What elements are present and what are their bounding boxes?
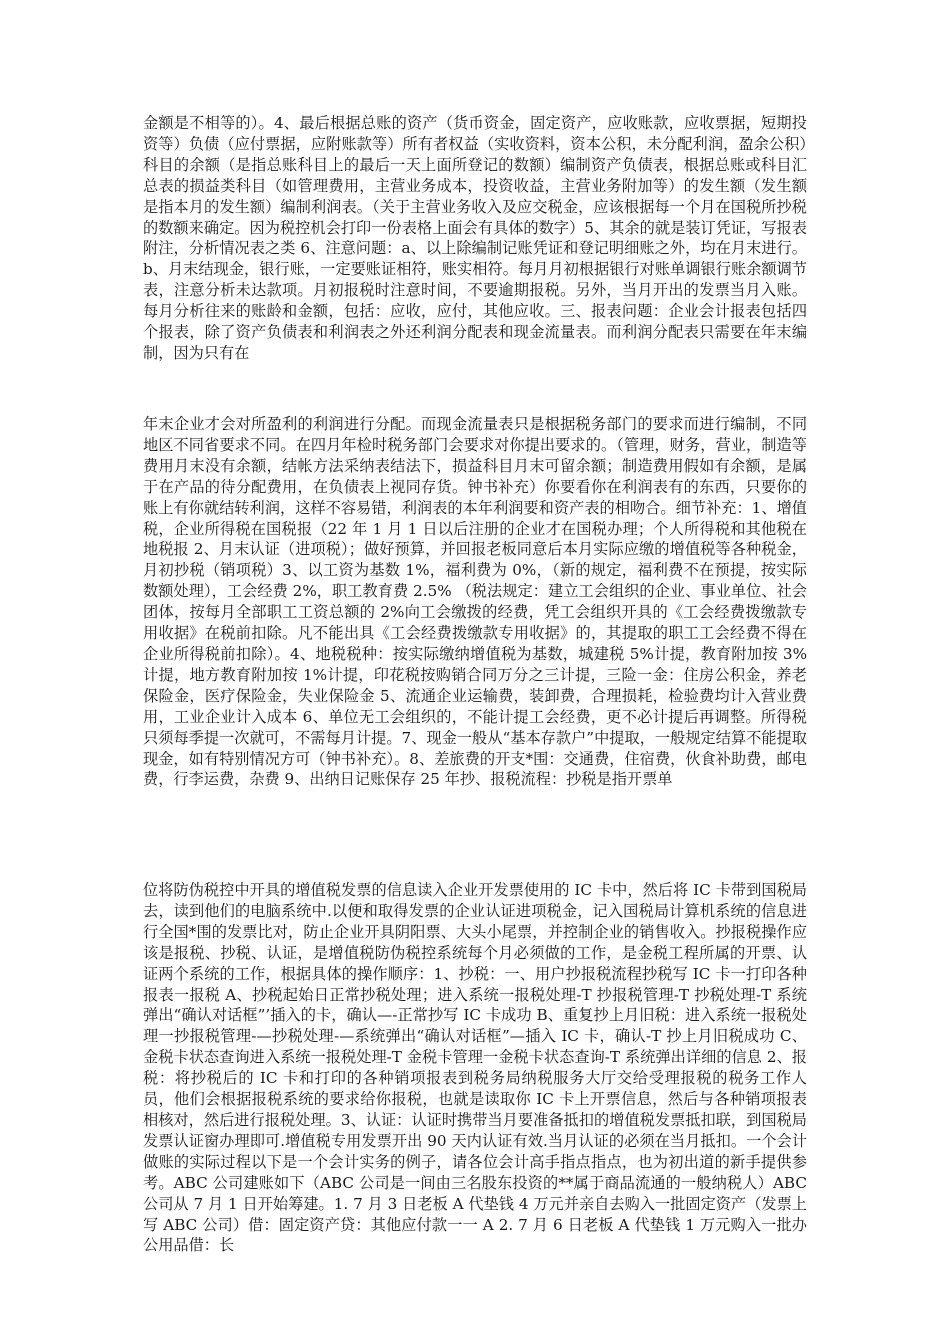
body-paragraph-2: 年末企业才会对所盈利的利润进行分配。而现金流量表只是根据税务部门的要求而进行编制，不同地区不同省要求不同。在四月年检时税务部门会要求对你提出要求的。（管理，财务，营业，制造等费用月末没有余额，结帐方法采纳表结法下，损益科目月末可留余额；制造费用假如有余额，是属于在产品的待分配费用，在负债表上视同存货。钟书补充）你要看你在利润表有的东西，只要你的账上有你就结转利润，这样不容易错，利润表的本年利润要和资产表的相吻合。细节补充：1、增值税，企业所得税在国税报（22 年 1 月 1 日以后注册的企业才在国税办理；个人所得税和其他税在地税报 2、月末认证（进项税）；做好预算，并回报老板同意后本月实际应缴的增值税等各种税金，月初抄税（销项税）3、以工资为基数 1%，福利费为 0%，（新的规定，福利费不在预提，按实际数额处理），工会经费 2%，职工教育费 2.5% （税法规定：建立工会组织的企业、事业单位、社会团体，按每月全部职工工资总额的 2%向工会缴拨的经费，凭工会组织开具的《工会经费拨缴款专用收据》在税前扣除。凡不能出具《工会经费拨缴款专用收据》的，其提取的职工工会经费不得在企业所得税前扣除）。4、地税税种：按实际缴纳增值税为基数，城建税 5%计提，教育附加按 3%计提，地方教育附加按 1%计提，印花税按购销合同万分之三计提，三险一金：住房公积金，养老保险金，医疗保险金，失业保险金 5、流通企业运输费，装卸费，合理损耗，检验费均计入营业费用，工业企业计入成本 6、单位无工会组织的，不能计提工会经费，更不必计提后再调整。所得税只须每季提一次就可，不需每月计提。7、现金一般从“基本存款户”中提取，一般规定结算不能提取现金，如有特别情况方可（钟书补充）。8、差旅费的开支*围：交通费，住宿费，伙食补助费，邮电费，行李运费，杂费 9、出纳日记账保存 25 年抄、报税流程：抄税是指开票单 (143, 415, 807, 789)
body-paragraph-1: 金额是不相等的）。4、最后根据总账的资产（货币资金，固定资产，应收账款，应收票据，短期投资等）负债（应付票据，应附账款等）所有者权益（实收资料，资本公积，未分配利润，盈余公积）科目的余额（是指总账科目上的最后一天上面所登记的数额）编制资产负债表，根据总账或科目汇总表的损益类科目（如管理费用，主营业务成本，投资收益，主营业务附加等）的发生额（发生额是指本月的发生额）编制利润表。（关于主营业务收入及应交税金，应该根据每一个月在国税所抄税的数额来确定。因为税控机会打印一份表格上面会有具体的数字）5、其余的就是装订凭证，写报表附注，分析情况表之类 6、注意问题：a、以上除编制记账凭证和登记明细账之外，均在月末进行。b、月末结现金，银行账，一定要账证相符，账实相符。每月月初根据银行对账单调银行账余额调节表，注意分析未达款项。月初报税时注意时间，不要逾期报税。另外，当月开出的发票当月入账。每月分析往来的账龄和金额，包括：应收，应付，其他应收。三、报表问题：企业会计报表包括四个报表，除了资产负债表和利润表之外还利润分配表和现金流量表。而利润分配表只需要在年末编制，因为只有在 (143, 114, 807, 362)
body-paragraph-3: 位将防伪税控中开具的增值税发票的信息读入企业开发票使用的 IC 卡中，然后将 IC 卡带到国税局去，读到他们的电脑系统中.以便和取得发票的企业认证进项税金，记入国税局计算机系统的信息进行全国*围的发票比对，防止企业开具阴阳票、大头小尾票，并控制企业的销售收入。抄报税操作应该是报税、抄税、认证，是增值税防伪税控系统每个月必须做的工作，是金税工程所属的开票、认证两个系统的工作，根据具体的操作顺序：1、抄税：一、用户抄报税流程抄税写 IC 卡一打印各种报表一报税 A、抄税起始日正常抄税处理；进入系统一报税处理-T 抄报税管理-T 抄税处理-T 系统弹出“确认对话框”’插入的卡，确认—-正常抄写 IC 卡成功 B、重复抄上月旧税：进入系统一报税处理一抄报税管理-—抄税处理-—系统弹出“确认对话框”—插入 IC 卡，确认-T 抄上月旧税成功 C、金税卡状态查询进入系统一报税处理-T 金税卡管理一金税卡状态查询-T 系统弹出详细的信息 2、报税：将抄税后的 IC 卡和打印的各种销项报表到税务局纳税服务大厅交给受理报税的税务工作人员，他们会根据报税系统的要求给你报税，也就是读取你 IC 卡上开票信息，然后与各种销项报表相核对，然后进行报税处理。3、认证：认证时携带当月要准备抵扣的增值税发票抵扣联，到国税局发票认证窗办理即可.增值税专用发票开出 90 天内认证有效.当月认证的必须在当月抵扣。一个会计做账的实际过程以下是一个会计实务的例子，请各位会计高手指点指点，也为初出道的新手提供参考。ABC 公司建账如下（ABC 公司是一间由三名股东投资的**属于商品流通的一般纳税人）ABC 公司从 7 月 1 日开始筹建。1. 7 月 3 日老板 A 代垫钱 4 万元并亲自去购入一批固定资产（发票上写 ABC 公司）借：固定资产贷：其他应付款一一 A 2. 7 月 6 日老板 A 代垫钱 1 万元购入一批办公用品借：长 (143, 881, 807, 1255)
